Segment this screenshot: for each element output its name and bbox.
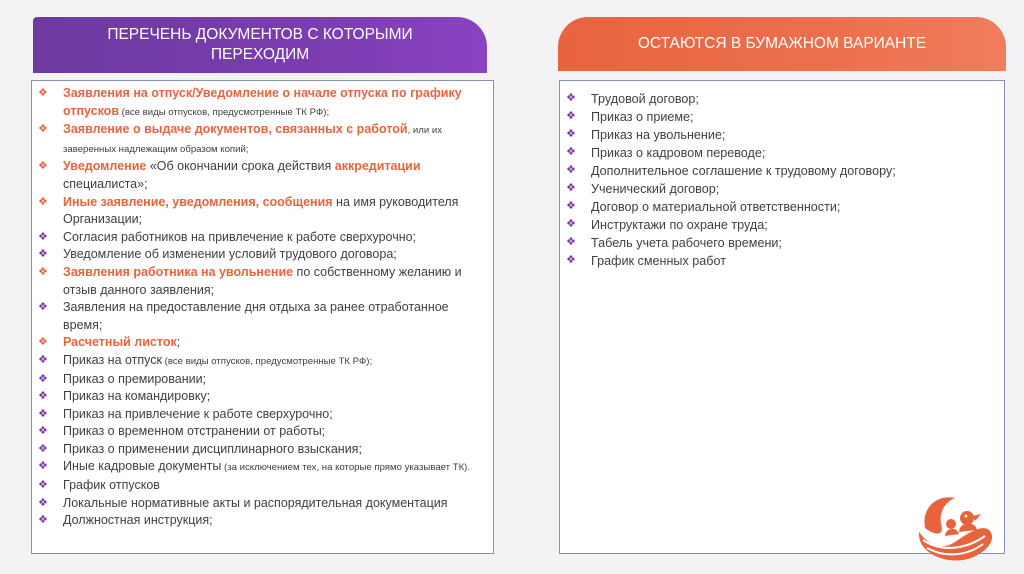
item-text: Локальные нормативные акты и распорядительная документация	[63, 495, 448, 510]
item-text: Уведомление об изменении условий трудового договора;	[63, 247, 397, 262]
diamond-bullet-icon: ❖	[38, 479, 48, 492]
item-text-note: (за исключением тех, на которые прямо указывает ТК).	[221, 462, 471, 474]
diamond-bullet-icon: ❖	[38, 87, 48, 99]
list-item	[38, 371, 487, 389]
diamond-bullet-icon: ❖	[38, 496, 48, 509]
diamond-bullet-icon: ❖	[566, 146, 576, 158]
diamond-bullet-icon: ❖	[38, 425, 48, 438]
list-item	[38, 299, 487, 334]
diamond-bullet-icon: ❖	[566, 92, 576, 104]
list-item	[38, 388, 487, 406]
diamond-bullet-icon: ❖	[38, 514, 48, 527]
item-text: Иные кадровые документы	[63, 459, 222, 474]
item-text: Приказ о приеме;	[591, 110, 694, 124]
diamond-bullet-icon: ❖	[38, 460, 48, 473]
diamond-bullet-icon: ❖	[38, 230, 48, 243]
diamond-bullet-icon: ❖	[566, 218, 576, 230]
item-text-highlight: Расчетный листок	[63, 335, 177, 350]
item-text: Приказ о кадровом переводе;	[591, 146, 766, 160]
list-item	[566, 216, 998, 234]
diamond-bullet-icon: ❖	[38, 195, 48, 208]
diamond-bullet-icon: ❖	[566, 128, 576, 140]
diamond-bullet-icon: ❖	[566, 200, 576, 212]
item-text: специалиста»;	[63, 176, 148, 191]
item-text: График отпусков	[63, 478, 160, 493]
list-item	[38, 477, 487, 495]
item-text: Договор о материальной ответственности;	[591, 200, 841, 214]
list-item	[38, 334, 487, 352]
item-text-note: , или их заверенных надлежащим образом копий;	[63, 125, 443, 155]
item-text-note: (все виды отпусков, предусмотренные ТК РФ);	[119, 106, 330, 118]
item-text: Приказ на отпуск	[63, 352, 163, 367]
list-item	[566, 162, 998, 180]
bird-nest-logo-icon	[915, 488, 997, 564]
diamond-bullet-icon: ❖	[38, 265, 48, 278]
list-item	[566, 90, 998, 108]
list-item	[38, 158, 487, 193]
diamond-bullet-icon: ❖	[38, 442, 48, 455]
item-text: Ученический договор;	[591, 182, 720, 196]
item-text-note: (все виды отпусков, предусмотренные ТК РФ);	[162, 355, 373, 367]
item-text-highlight: Заявления на отпуск/Уведомление о начале отпуска по графику отпусков	[63, 86, 462, 118]
paper-documents-box	[559, 80, 1005, 554]
list-item	[38, 264, 487, 299]
diamond-bullet-icon: ❖	[38, 353, 48, 366]
list-item	[38, 194, 487, 229]
diamond-bullet-icon: ❖	[566, 164, 576, 176]
diamond-bullet-icon: ❖	[38, 407, 48, 420]
item-text: Приказ о применении дисциплинарного взыскания;	[63, 441, 362, 456]
list-item	[566, 180, 998, 198]
list-item	[38, 423, 487, 441]
diamond-bullet-icon: ❖	[38, 160, 48, 173]
list-item	[38, 441, 487, 459]
diamond-bullet-icon: ❖	[566, 254, 576, 266]
item-text: Приказ на командировку;	[63, 389, 211, 404]
item-text: Приказ на увольнение;	[591, 128, 726, 142]
item-text: Должностная инструкция;	[63, 513, 213, 528]
item-text: Табель учета рабочего времени;	[591, 236, 782, 250]
diamond-bullet-icon: ❖	[566, 182, 576, 194]
diamond-bullet-icon: ❖	[566, 236, 576, 248]
list-item	[38, 495, 487, 513]
item-text: Заявления на предоставление дня отдыха за ранее отработанное время;	[63, 300, 449, 332]
item-text-highlight: Уведомление	[63, 159, 147, 174]
diamond-bullet-icon: ❖	[38, 123, 48, 136]
item-text-highlight: аккредитации	[334, 159, 421, 174]
left-header-line1: ПЕРЕЧЕНЬ ДОКУМЕНТОВ С КОТОРЫМИ	[107, 26, 413, 43]
list-item	[566, 198, 998, 216]
item-text-highlight: Заявление о выдаче документов, связанных с работой	[63, 122, 408, 137]
list-item	[38, 352, 487, 371]
list-item	[38, 246, 487, 264]
list-item	[38, 85, 487, 121]
diamond-bullet-icon: ❖	[38, 301, 48, 314]
item-text: Приказ о временном отстранении от работы;	[63, 424, 326, 439]
diamond-bullet-icon: ❖	[566, 110, 576, 122]
item-text-highlight: Заявления работника на увольнение	[63, 264, 294, 279]
item-text: Приказ о премировании;	[63, 371, 207, 386]
list-item	[566, 126, 998, 144]
list-item	[38, 406, 487, 424]
left-header-line2: ПЕРЕХОДИМ	[210, 46, 310, 63]
item-text: Приказ на привлечение к работе сверхурочно;	[63, 406, 333, 421]
left-header	[33, 17, 487, 73]
item-text: График сменных работ	[591, 254, 726, 268]
list-item	[38, 458, 487, 477]
item-text: ;	[176, 335, 181, 350]
right-header-title: ОСТАЮТСЯ В БУМАЖНОМ ВАРИАНТЕ	[637, 35, 927, 52]
list-item	[566, 108, 998, 126]
list-item	[38, 229, 487, 247]
diamond-bullet-icon: ❖	[38, 372, 48, 385]
item-text: Согласия работников на привлечение к работе сверхурочно;	[63, 229, 417, 244]
item-text: «Об окончании срока действия	[146, 159, 335, 174]
list-item	[566, 234, 998, 252]
right-header	[558, 17, 1006, 71]
item-text: на имя руководителя Организации;	[63, 194, 459, 227]
diamond-bullet-icon: ❖	[38, 248, 48, 261]
list-item	[566, 144, 998, 162]
diamond-bullet-icon: ❖	[38, 390, 48, 403]
list-item	[566, 252, 998, 270]
diamond-bullet-icon: ❖	[38, 336, 48, 349]
list-item	[38, 121, 487, 158]
item-text: Дополнительное соглашение к трудовому договору;	[591, 164, 896, 178]
item-text-highlight: Иные заявление, уведомления, сообщения	[63, 194, 333, 209]
item-text: Инструктажи по охране труда;	[591, 218, 768, 232]
list-item	[38, 512, 487, 530]
item-text: Трудовой договор;	[591, 92, 699, 106]
transition-documents-box	[31, 80, 494, 554]
item-text: по собственному желанию и отзыв данного заявления;	[63, 264, 462, 297]
